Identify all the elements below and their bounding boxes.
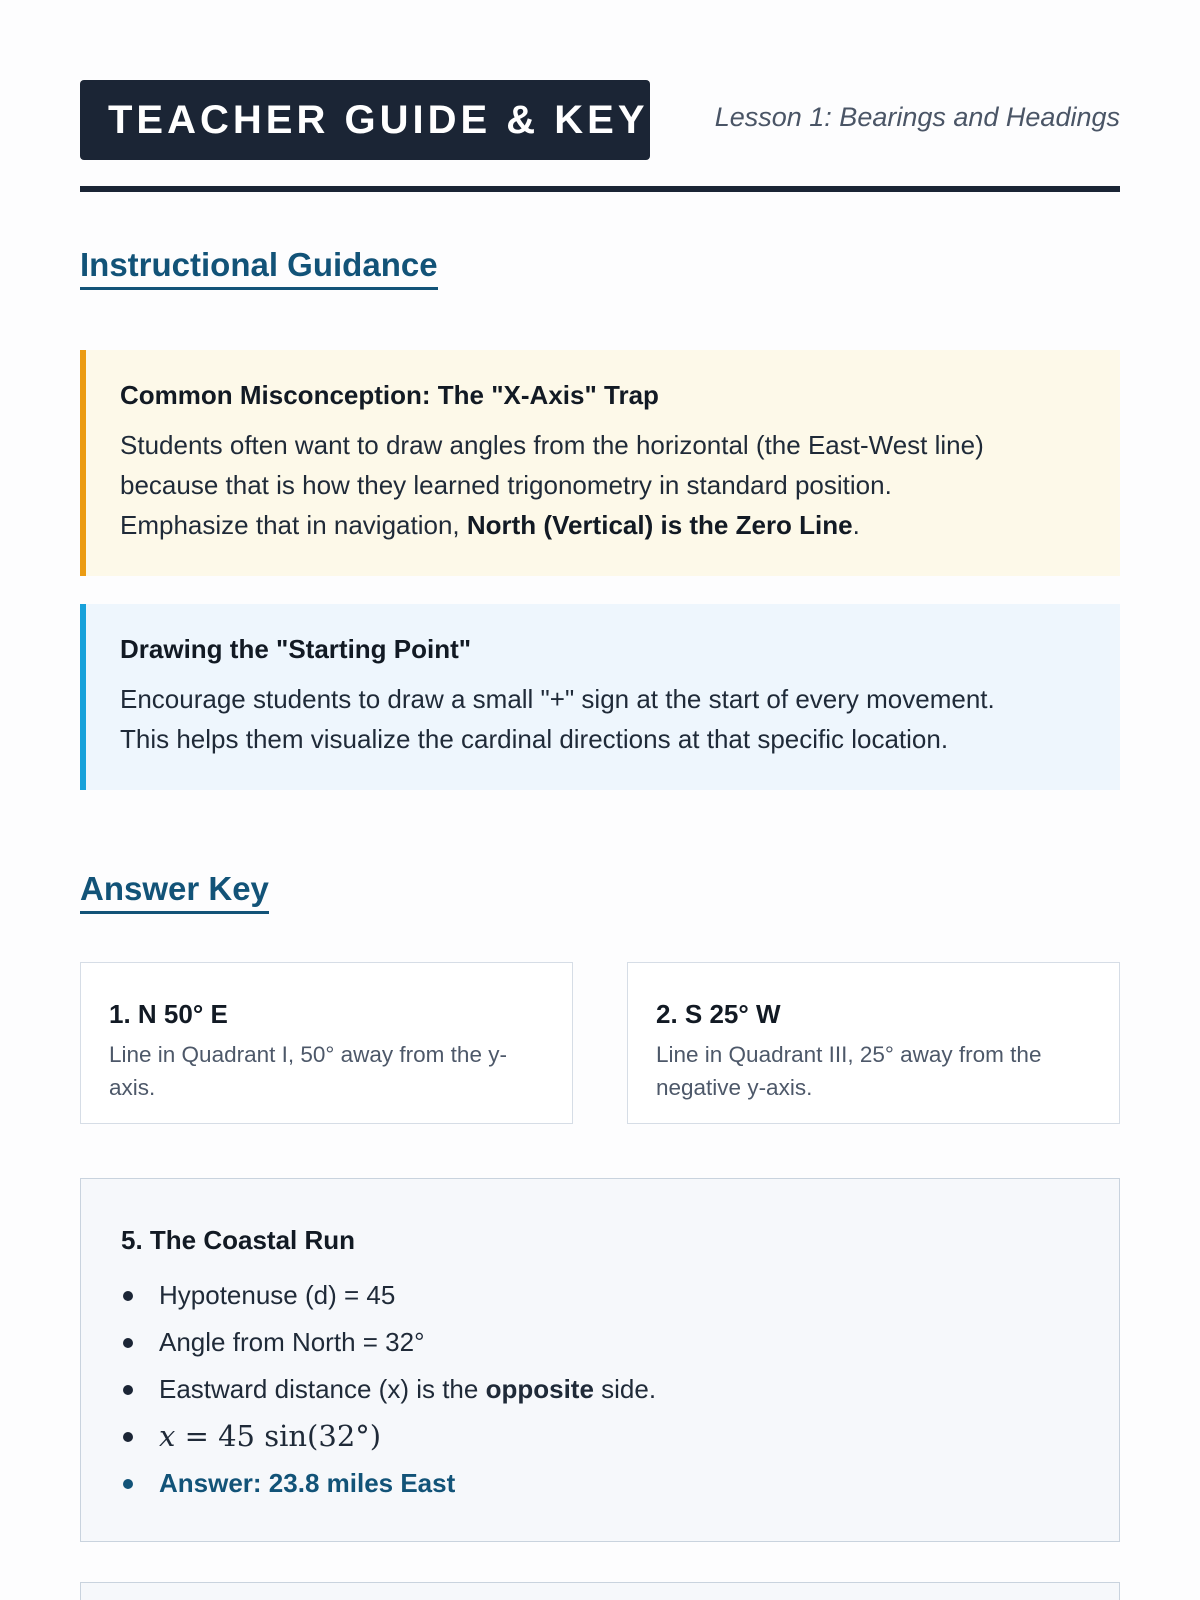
- answer-title: 1. N 50° E: [109, 999, 228, 1029]
- bullet-icon: [123, 1432, 133, 1442]
- step-text: Hypotenuse (d) = 45: [159, 1280, 396, 1310]
- starting-point-callout: [80, 604, 1120, 790]
- header-divider: [80, 186, 1120, 192]
- solution-steps: [121, 1272, 1079, 1507]
- step-text: Angle from North = 32°: [159, 1327, 425, 1357]
- step-text: Eastward distance (x) is the: [159, 1374, 486, 1404]
- answer-title: 2. S 25° W: [656, 999, 781, 1029]
- callout-body: [120, 425, 1090, 545]
- page-header: [80, 80, 1120, 160]
- problem-title: 5. The Coastal Run: [121, 1225, 356, 1255]
- math-formula: [159, 1419, 381, 1453]
- list-item: [121, 1366, 1079, 1413]
- bullet-icon: [123, 1479, 133, 1489]
- callout-text: because that is how they learned trigonometry in standard position.: [120, 470, 892, 500]
- lesson-subtitle: Lesson 1: Bearings and Headings: [714, 102, 1120, 132]
- list-item: [121, 1272, 1079, 1319]
- callout-body: [120, 679, 1090, 759]
- answer-card: [627, 962, 1120, 1124]
- callout-title: Common Misconception: The "X-Axis" Trap: [120, 380, 659, 410]
- step-emphasis: opposite: [485, 1374, 594, 1404]
- bullet-icon: [123, 1291, 133, 1301]
- coastal-run-problem: [80, 1178, 1120, 1542]
- header-badge: TEACHER GUIDE & KEY: [80, 80, 650, 160]
- step-text: side.: [593, 1374, 657, 1404]
- list-item: [121, 1319, 1079, 1366]
- answer-description: Line in Quadrant III, 25° away from the negative y-axis.: [656, 1042, 1042, 1100]
- answer-key-heading: Answer Key: [80, 870, 269, 914]
- instructional-guidance-heading: Instructional Guidance: [80, 246, 438, 290]
- callout-text: Emphasize that in navigation,: [120, 510, 467, 540]
- callout-text: This helps them visualize the cardinal directions at that specific location.: [120, 724, 949, 754]
- math-expression: = 45 sin(32°): [175, 1419, 382, 1453]
- callout-text: Encourage students to draw a small "+" sign at the start of every movement.: [120, 684, 995, 714]
- callout-emphasis: North (Vertical) is the Zero Line: [466, 510, 853, 540]
- list-item: [121, 1413, 1079, 1460]
- final-answer: Answer: 23.8 miles East: [159, 1468, 456, 1498]
- math-variable: x: [159, 1419, 176, 1453]
- answer-card: [80, 962, 573, 1124]
- bullet-icon: [123, 1385, 133, 1395]
- next-problem-box: [80, 1582, 1120, 1600]
- callout-title: Drawing the "Starting Point": [120, 634, 472, 664]
- bullet-icon: [123, 1338, 133, 1348]
- answer-description: Line in Quadrant I, 50° away from the y-axis.: [109, 1042, 507, 1100]
- list-item: [121, 1460, 1079, 1507]
- callout-text: Students often want to draw angles from the horizontal (the East-West line): [120, 430, 984, 460]
- misconception-callout: [80, 350, 1120, 576]
- callout-text: .: [852, 510, 860, 540]
